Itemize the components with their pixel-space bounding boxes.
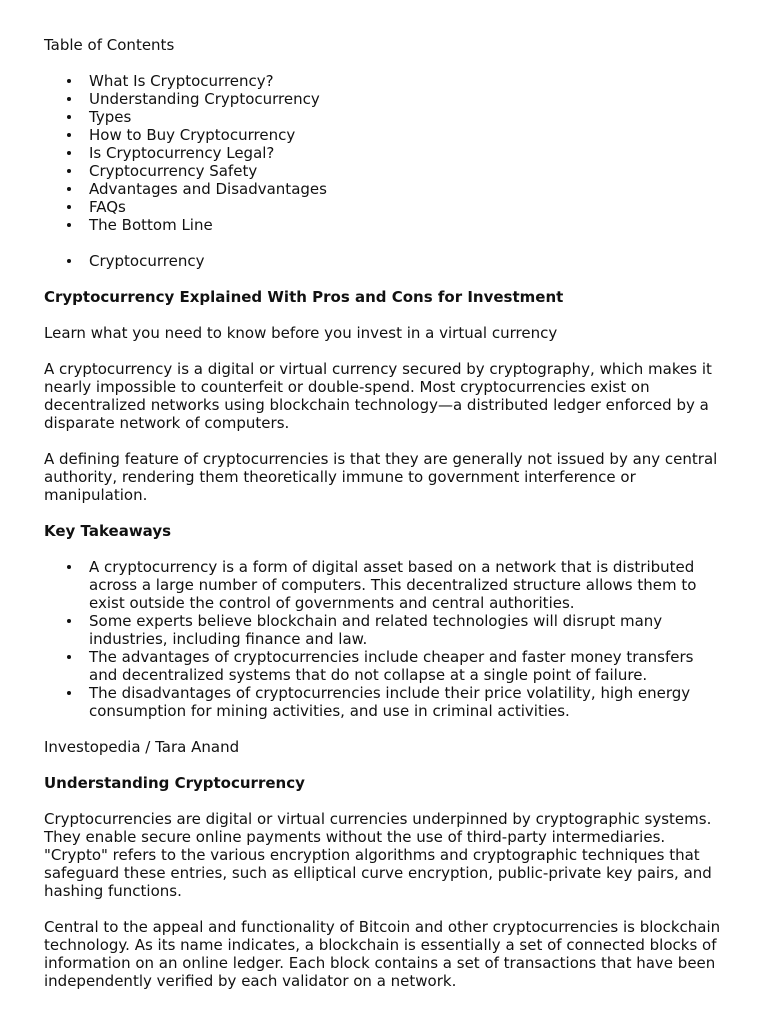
article-title: Cryptocurrency Explained With Pros and Cons for Investment (44, 288, 564, 306)
key-takeaway-item: The advantages of cryptocurrencies include cheaper and faster money transfers and decentralized systems that do not collapse at a single point of failure. (89, 648, 724, 684)
breadcrumb-item-cryptocurrency[interactable]: Cryptocurrency (89, 252, 724, 270)
key-takeaway-item: The disadvantages of cryptocurrencies include their price volatility, high energy consumption for mining activities, and use in criminal activities. (89, 684, 724, 720)
key-takeaways-list (44, 558, 724, 720)
key-takeaways-heading: Key Takeaways (44, 522, 172, 540)
toc-item-bottom-line[interactable]: The Bottom Line (89, 216, 724, 234)
image-credit: Investopedia / Tara Anand (44, 738, 240, 756)
toc-item-types[interactable]: Types (89, 108, 724, 126)
toc-item-legal[interactable]: Is Cryptocurrency Legal? (89, 144, 724, 162)
key-takeaway-item: Some experts believe blockchain and related technologies will disrupt many industries, including finance and law. (89, 612, 724, 648)
toc-item-understanding[interactable]: Understanding Cryptocurrency (89, 90, 724, 108)
toc-item-what-is[interactable]: What Is Cryptocurrency? (89, 72, 724, 90)
toc-title: Table of Contents (44, 36, 175, 54)
intro-paragraph: A cryptocurrency is a digital or virtual currency secured by cryptography, which makes it nearly impossible to counterfeit or double-spend. Most cryptocurrencies exist on decentralized networks using blockchain technology—a distributed ledger enforced by a disparate network of computers. (44, 360, 712, 432)
key-takeaway-item: A cryptocurrency is a form of digital asset based on a network that is distributed across a large number of computers. This decentralized structure allows them to exist outside the control of governments and central authorities. (89, 558, 724, 612)
understanding-paragraph: Cryptocurrencies are digital or virtual currencies underpinned by cryptographic systems. They enable secure online payments without the use of third-party intermediaries. "Crypto" refers to the various encryption algorithms and cryptographic techniques that safeguard these entries, such as elliptical curve encryption, public-private key pairs, and hashing functions. (44, 810, 712, 900)
toc-item-how-to-buy[interactable]: How to Buy Cryptocurrency (89, 126, 724, 144)
intro-paragraph: A defining feature of cryptocurrencies is that they are generally not issued by any central authority, rendering them theoretically immune to government interference or manipulation. (44, 450, 718, 504)
toc-item-advantages[interactable]: Advantages and Disadvantages (89, 180, 724, 198)
understanding-heading: Understanding Cryptocurrency (44, 774, 305, 792)
understanding-paragraph: Central to the appeal and functionality of Bitcoin and other cryptocurrencies is blockchain technology. As its name indicates, a blockchain is essentially a set of connected blocks of information on an online ledger. Each block contains a set of transactions that have been independently verified by each validator on a network. (44, 918, 721, 990)
article-subtitle: Learn what you need to know before you invest in a virtual currency (44, 324, 558, 342)
table-of-contents (44, 72, 724, 234)
toc-item-faqs[interactable]: FAQs (89, 198, 724, 216)
breadcrumb (44, 252, 724, 270)
toc-item-safety[interactable]: Cryptocurrency Safety (89, 162, 724, 180)
